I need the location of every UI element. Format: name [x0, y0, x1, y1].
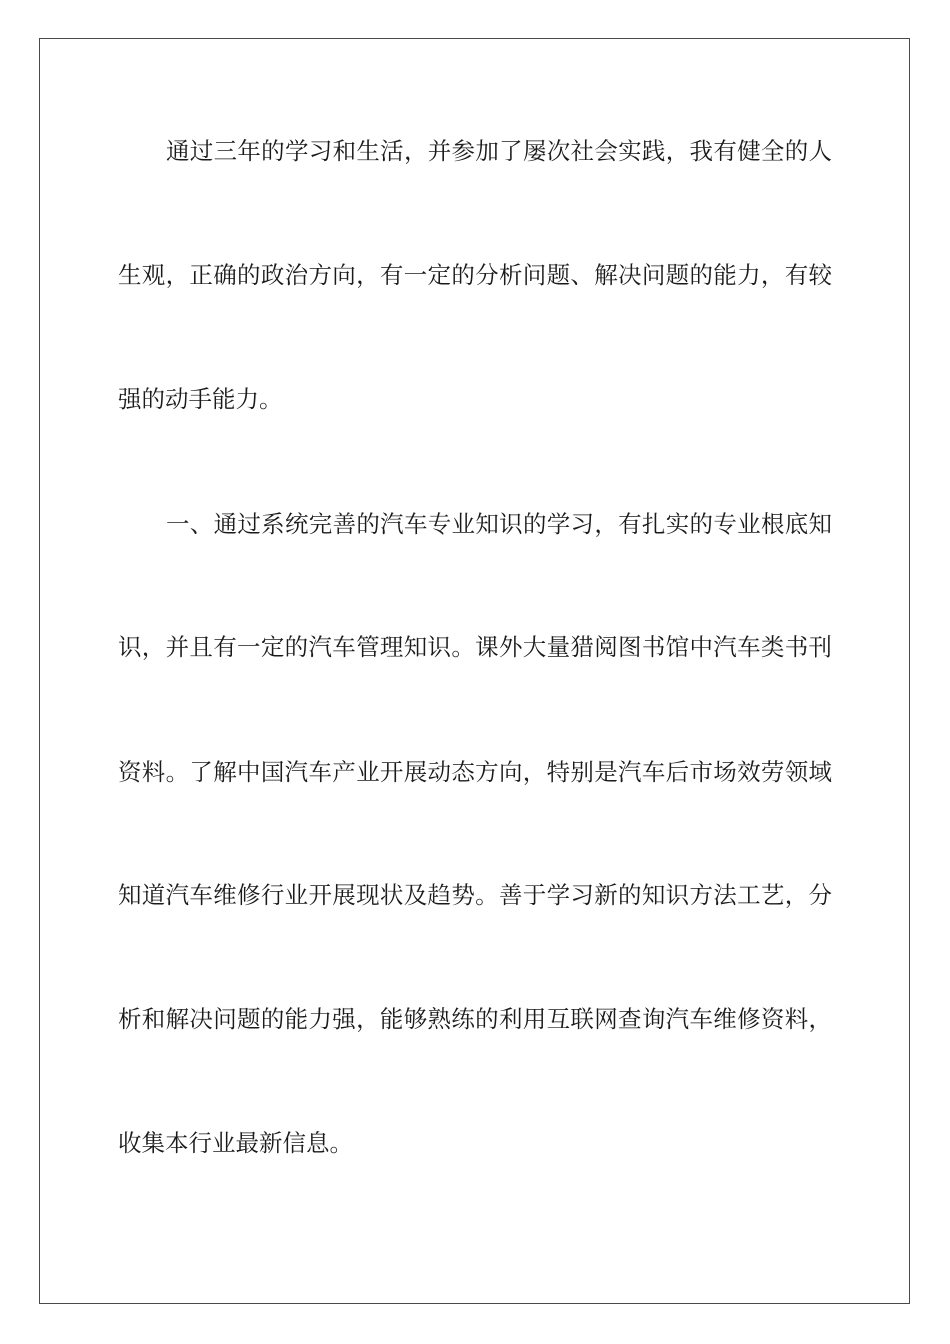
- paragraph-2-line-5: 析和解决问题的能力强，能够熟练的利用互联网查询汽车维修资料，: [118, 1005, 832, 1033]
- paragraph-2-line-4: 知道汽车维修行业开展现状及趋势。善于学习新的知识方法工艺，分: [118, 881, 832, 909]
- paragraph-2-line-6: 收集本行业最新信息。: [118, 1129, 353, 1157]
- paragraph-1-line-2: 生观，正确的政治方向，有一定的分析问题、解决问题的能力，有较: [118, 261, 832, 289]
- paragraph-1-line-1: 通过三年的学习和生活，并参加了屡次社会实践，我有健全的人: [166, 137, 832, 165]
- paragraph-2-line-3: 资料。了解中国汽车产业开展动态方向，特别是汽车后市场效劳领域: [118, 758, 832, 786]
- paragraph-2-line-1: 一、通过系统完善的汽车专业知识的学习，有扎实的专业根底知: [166, 510, 832, 538]
- paragraph-1-line-3: 强的动手能力。: [118, 385, 283, 413]
- page-border: [39, 38, 910, 1304]
- paragraph-2-line-2: 识，并且有一定的汽车管理知识。课外大量猎阅图书馆中汽车类书刊: [118, 633, 832, 661]
